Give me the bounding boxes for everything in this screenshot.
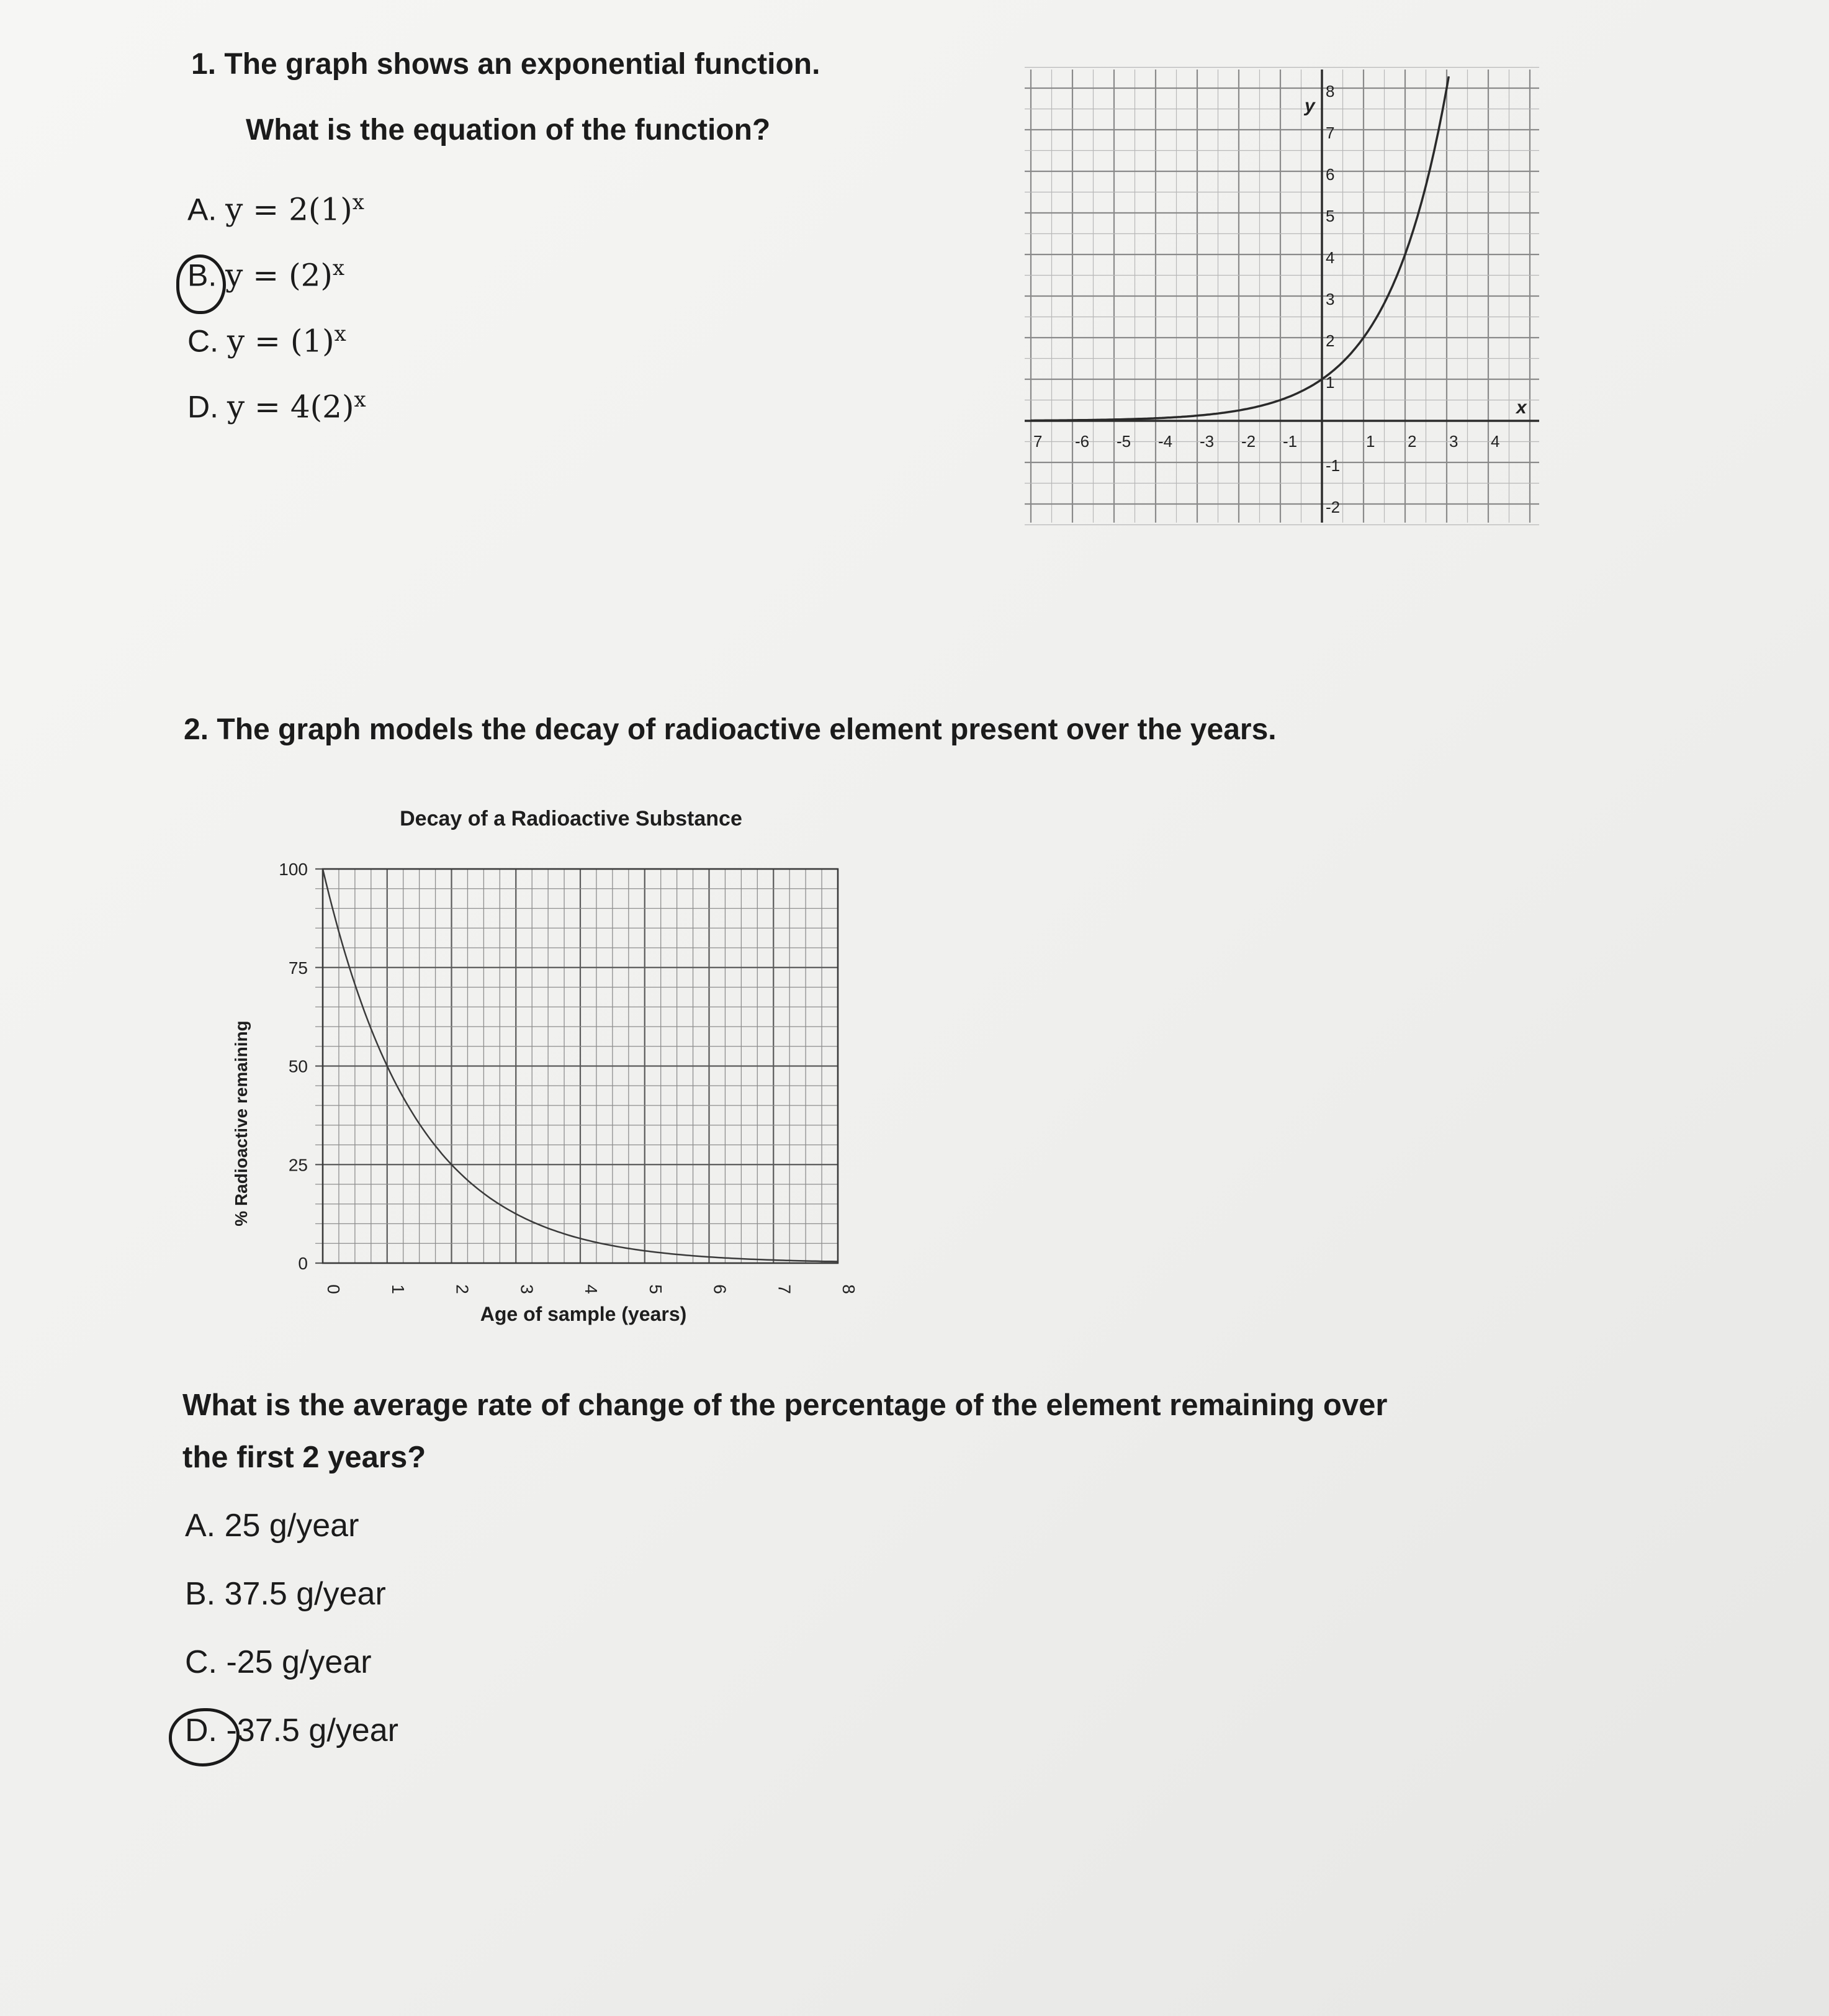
choice-letter: C. xyxy=(185,1644,217,1680)
choice-letter: D. xyxy=(185,1712,217,1748)
choice-equation: y = (1) xyxy=(227,323,335,359)
choice-text: -25 g/year xyxy=(226,1644,372,1680)
question-1-title xyxy=(191,47,820,81)
question-2-title xyxy=(184,713,1277,747)
question-1-number: 1. xyxy=(191,48,217,81)
y-tick-label: 8 xyxy=(1326,82,1335,101)
y-tick-label: 25 xyxy=(288,1155,308,1175)
x-tick-label: 8 xyxy=(839,1284,858,1294)
x-axis-label: Age of sample (years) xyxy=(480,1303,687,1325)
y-tick-label: 2 xyxy=(1326,331,1335,350)
x-tick-label: 4 xyxy=(582,1284,601,1294)
question-2-number: 2. xyxy=(184,713,209,746)
choice-text: -37.5 g/year xyxy=(226,1712,398,1748)
question-1-prompt: What is the equation of the function? xyxy=(246,114,771,146)
x-tick-label: -1 xyxy=(1283,432,1298,451)
y-axis-label: % Radioactive remaining xyxy=(231,1020,251,1226)
y-tick-label: -2 xyxy=(1326,498,1341,516)
x-tick-label: 2 xyxy=(1408,432,1417,451)
y-axis-label: y xyxy=(1305,96,1315,116)
x-axis-label: x xyxy=(1516,397,1527,418)
q1-choice-d xyxy=(187,387,366,425)
y-tick-label: 0 xyxy=(298,1254,308,1273)
x-tick-label: -5 xyxy=(1117,432,1131,451)
y-tick-label: -1 xyxy=(1326,456,1341,475)
choice-equation: y = 4(2) xyxy=(227,389,354,425)
choice-letter: A. xyxy=(185,1508,216,1544)
x-tick-label: 7 xyxy=(775,1284,794,1294)
choice-exponent: x xyxy=(334,322,346,346)
question-2-prompt-line-2: the first 2 years? xyxy=(182,1441,426,1474)
choice-exponent: x xyxy=(354,387,366,412)
chart-tick-labels xyxy=(279,860,858,1294)
q1-choice-a xyxy=(187,190,364,228)
y-tick-label: 7 xyxy=(1326,124,1335,142)
choice-letter: B. xyxy=(185,1576,216,1612)
y-tick-label: 3 xyxy=(1326,290,1335,308)
choice-text: 25 g/year xyxy=(224,1508,359,1544)
y-tick-label: 100 xyxy=(279,860,308,879)
x-tick-label: 0 xyxy=(324,1284,343,1294)
x-tick-label: 7 xyxy=(1033,432,1043,451)
y-tick-label: 4 xyxy=(1326,248,1335,267)
graph-grid xyxy=(1025,68,1539,525)
q1-choice-c xyxy=(187,322,346,359)
x-tick-label: 5 xyxy=(645,1284,665,1294)
q2-choice-c xyxy=(185,1644,372,1681)
question-2-title-text: The graph models the decay of radioactive element present over the years. xyxy=(217,713,1277,746)
y-tick-label: 1 xyxy=(1326,373,1335,392)
y-tick-label: 75 xyxy=(288,958,308,978)
x-tick-label: 1 xyxy=(388,1284,408,1294)
choice-letter: C. xyxy=(187,323,218,359)
question-1-title-text: The graph shows an exponential function. xyxy=(224,48,820,81)
choice-letter: B. xyxy=(187,258,217,293)
choice-letter: D. xyxy=(187,389,218,425)
y-tick-label: 50 xyxy=(288,1056,308,1076)
y-tick-label: 6 xyxy=(1326,165,1335,184)
question-2-prompt-line-1: What is the average rate of change of the percentage of the element remaining over xyxy=(182,1388,1388,1422)
x-tick-label: -6 xyxy=(1075,432,1090,451)
exponential-graph xyxy=(1018,12,1539,546)
x-tick-label: 2 xyxy=(452,1284,472,1294)
x-tick-label: 3 xyxy=(1449,432,1458,451)
choice-equation: y = (2) xyxy=(225,257,333,294)
x-tick-label: 4 xyxy=(1491,432,1500,451)
answer-circle-mark xyxy=(169,1708,240,1766)
choice-equation: y = 2(1) xyxy=(225,191,353,228)
x-tick-label: 1 xyxy=(1366,432,1375,451)
choice-letter: A. xyxy=(187,192,217,227)
decay-chart xyxy=(217,794,869,1341)
chart-grid xyxy=(315,869,838,1263)
q2-choice-b xyxy=(185,1575,386,1613)
x-tick-label: 3 xyxy=(517,1284,537,1294)
chart-title: Decay of a Radioactive Substance xyxy=(400,807,742,830)
choice-exponent: x xyxy=(332,256,345,281)
x-tick-label: -4 xyxy=(1158,432,1173,451)
choice-exponent: x xyxy=(352,190,364,215)
answer-circle-mark xyxy=(176,254,226,314)
graph-tick-labels xyxy=(1033,82,1499,516)
x-tick-label: 6 xyxy=(710,1284,730,1294)
y-tick-label: 5 xyxy=(1326,207,1335,225)
x-tick-label: -2 xyxy=(1241,432,1256,451)
x-tick-label: -3 xyxy=(1200,432,1215,451)
q2-choice-a xyxy=(185,1507,359,1544)
choice-text: 37.5 g/year xyxy=(224,1576,386,1612)
